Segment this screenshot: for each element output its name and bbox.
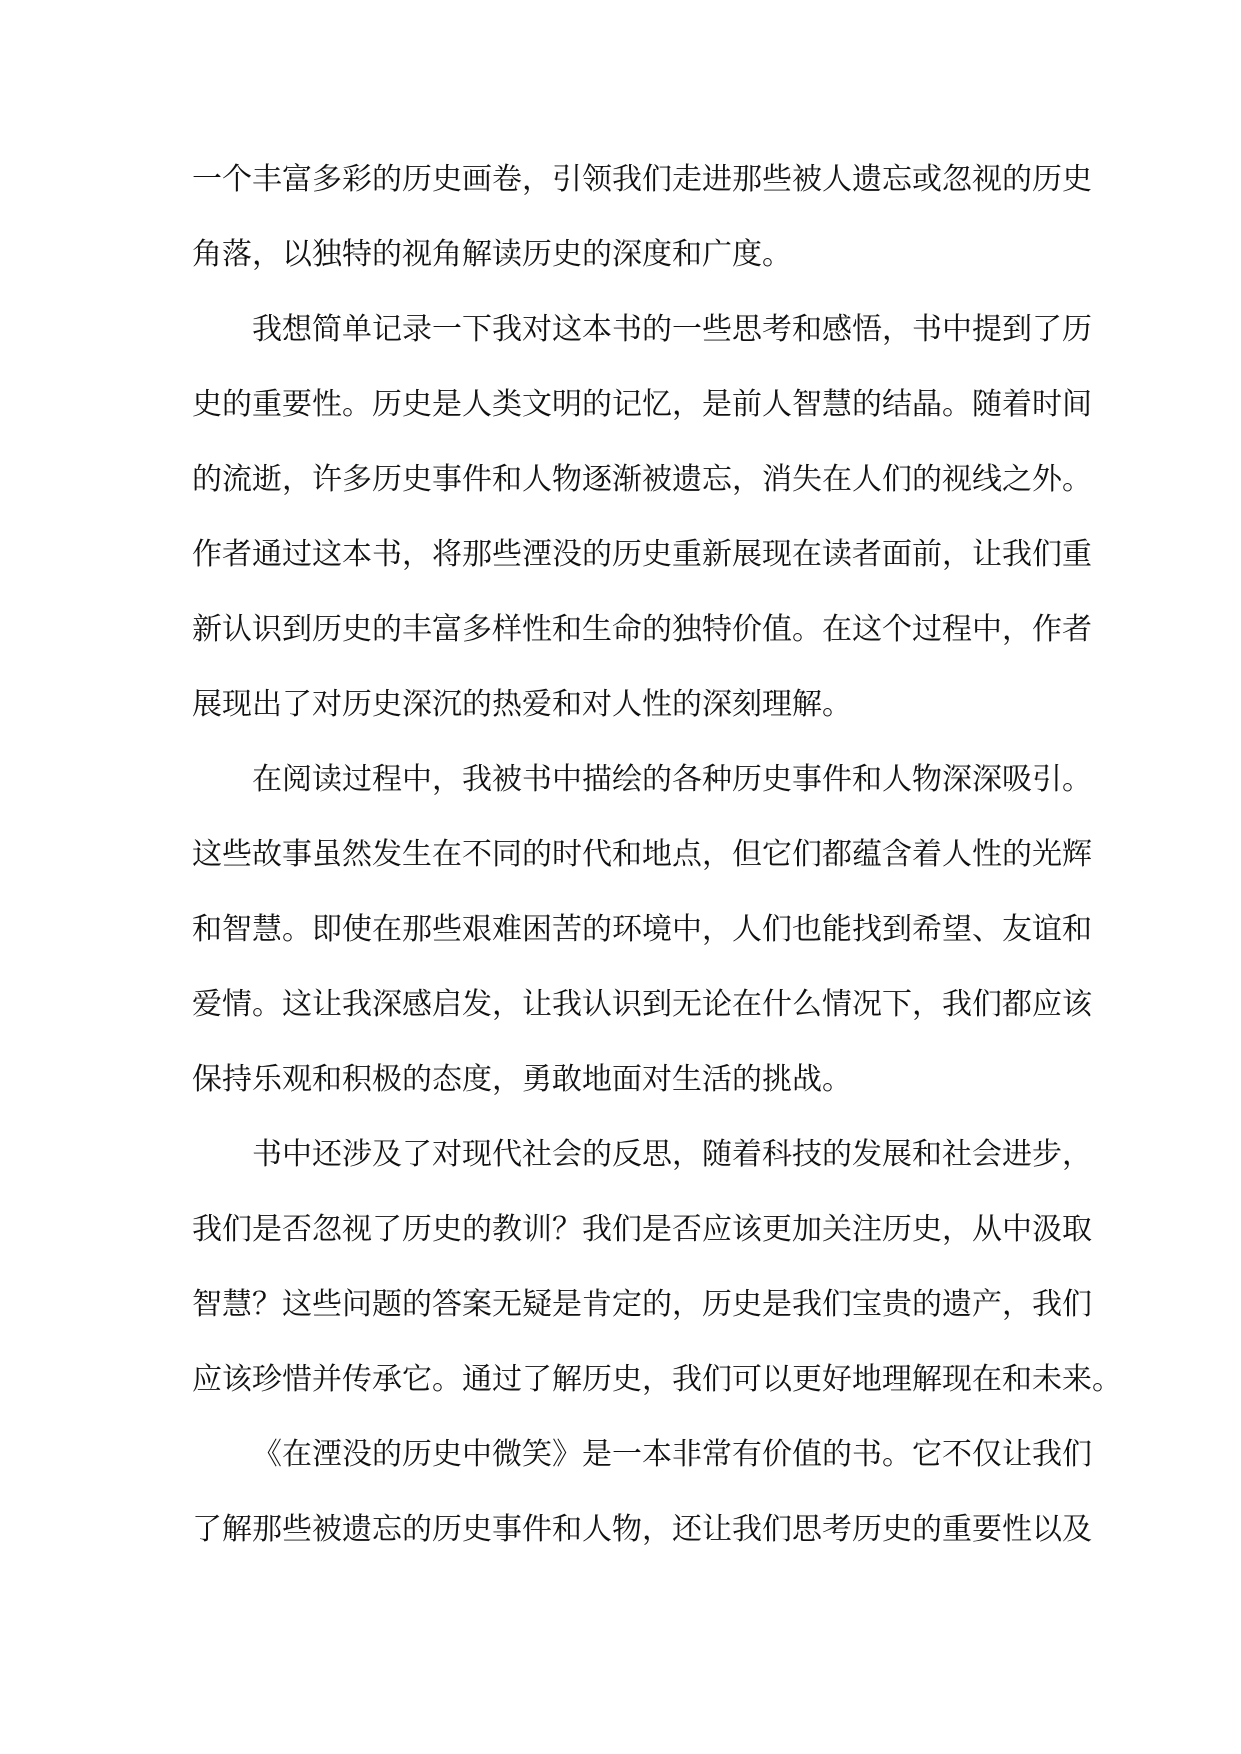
text-line: 保持乐观和积极的态度，勇敢地面对生活的挑战。 [192,1062,852,1097]
text-line: 作者通过这本书，将那些湮没的历史重新展现在读者面前，让我们重 [192,537,1092,572]
text-line: 智慧？这些问题的答案无疑是肯定的，历史是我们宝贵的遗产，我们 [192,1287,1092,1322]
text-line: 了解那些被遗忘的历史事件和人物，还让我们思考历史的重要性以及 [192,1512,1092,1547]
paragraph-5 [192,1417,1092,1567]
document-body [192,142,1122,1567]
text-line: 角落，以独特的视角解读历史的深度和广度。 [192,237,792,272]
paragraph-4 [192,1117,1122,1417]
text-line: 书中还涉及了对现代社会的反思，随着科技的发展和社会进步， [252,1137,1092,1172]
text-line: 爱情。这让我深感启发，让我认识到无论在什么情况下，我们都应该 [192,987,1092,1022]
text-line: 应该珍惜并传承它。通过了解历史，我们可以更好地理解现在和未来。 [192,1362,1122,1397]
text-line: 展现出了对历史深沉的热爱和对人性的深刻理解。 [192,687,852,722]
paragraph-1 [192,142,1092,292]
text-line: 《在湮没的历史中微笑》是一本非常有价值的书。它不仅让我们 [252,1437,1092,1472]
text-line: 史的重要性。历史是人类文明的记忆，是前人智慧的结晶。随着时间 [192,387,1092,422]
text-line: 这些故事虽然发生在不同的时代和地点，但它们都蕴含着人性的光辉 [192,837,1092,872]
paragraph-3 [192,742,1092,1117]
text-line: 在阅读过程中，我被书中描绘的各种历史事件和人物深深吸引。 [252,762,1092,797]
text-line: 一个丰富多彩的历史画卷，引领我们走进那些被人遗忘或忽视的历史 [192,162,1092,197]
text-line: 的流逝，许多历史事件和人物逐渐被遗忘，消失在人们的视线之外。 [192,462,1092,497]
text-line: 和智慧。即使在那些艰难困苦的环境中，人们也能找到希望、友谊和 [192,912,1092,947]
text-line: 我们是否忽视了历史的教训？我们是否应该更加关注历史，从中汲取 [192,1212,1092,1247]
text-line: 新认识到历史的丰富多样性和生命的独特价值。在这个过程中，作者 [192,612,1092,647]
paragraph-2 [192,292,1092,742]
text-line: 我想简单记录一下我对这本书的一些思考和感悟，书中提到了历 [252,312,1092,347]
